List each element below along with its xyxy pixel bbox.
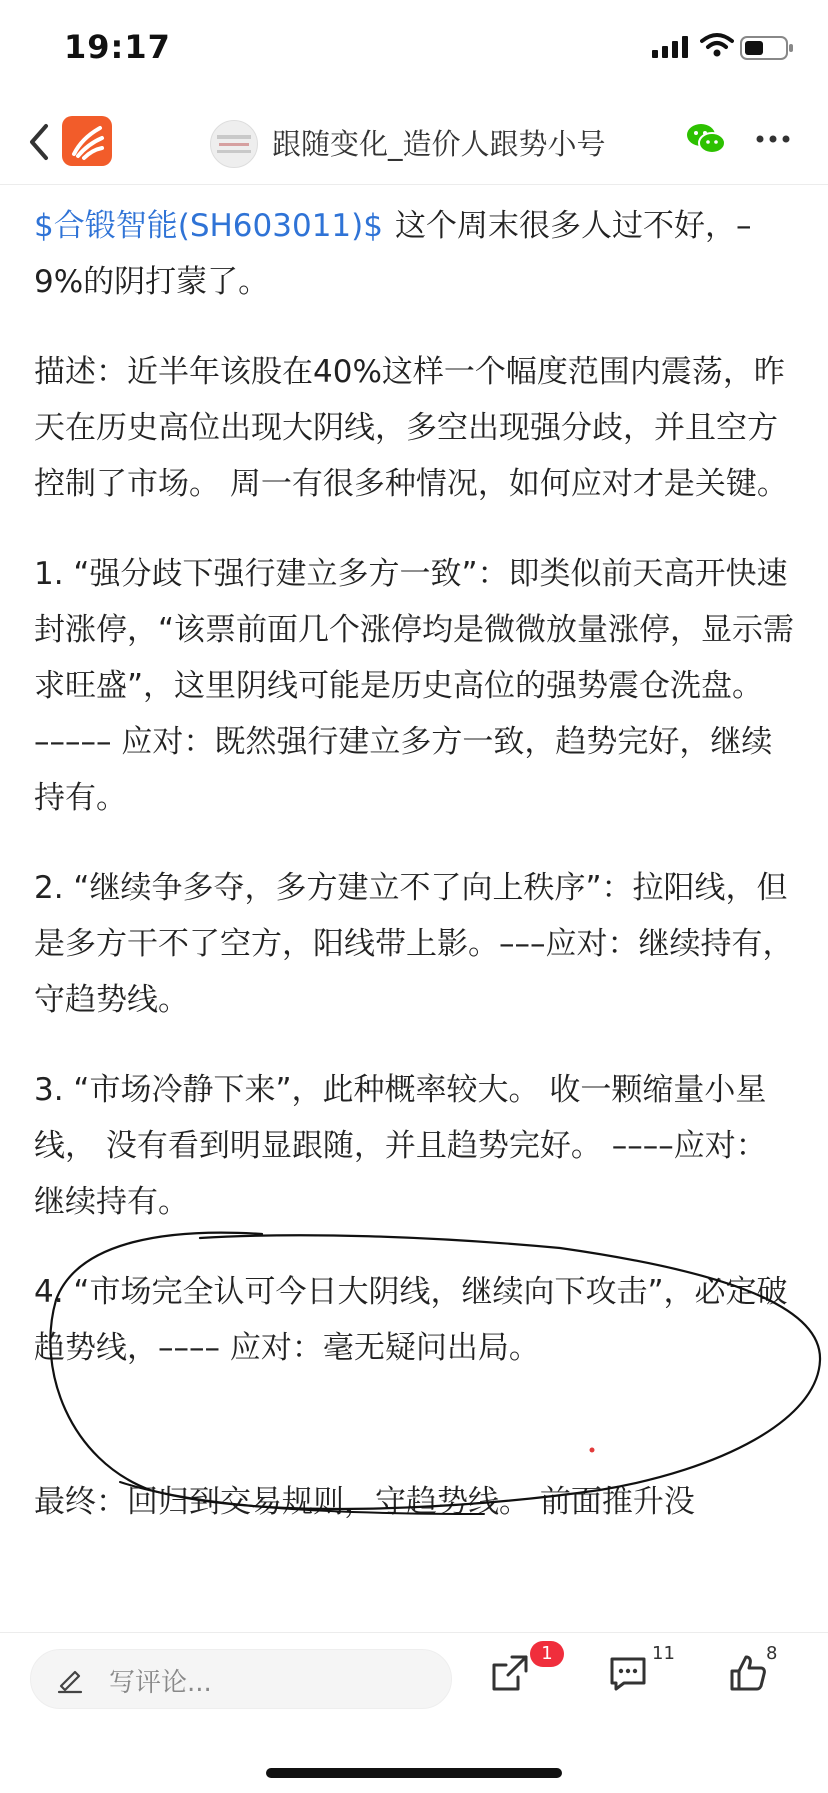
comment-icon[interactable]	[608, 1655, 648, 1693]
post-paragraph-1: 1. “强分歧下强行建立多方一致”：即类似前天高开快速封涨停，“该票前面几个涨停均是微微放量涨停，显示需求旺盛”，这里阴线可能是历史高位的强势震仓洗盘。 ––––– 应对：既然强行建立多方一致，趋势完好，继续持有。	[34, 556, 795, 816]
like-count: 8	[766, 1643, 778, 1664]
post-paragraph-final: 最终：回归到交易规则，守趋势线。 前面推升没	[34, 1484, 695, 1520]
share-badge: 1	[530, 1641, 564, 1667]
post-paragraph-description: 描述：近半年该股在40%这样一个幅度范围内震荡，昨天在历史高位出现大阴线，多空出现强分歧，并且空方控制了市场。 周一有很多种情况，如何应对才是关键。	[34, 354, 788, 502]
comment-count: 11	[652, 1643, 675, 1664]
post-paragraph-2: 2. “继续争多夺，多方建立不了向上秩序”：拉阳线，但是多方干不了空方，阳线带上影。–––应对：继续持有，守趋势线。	[34, 870, 794, 1018]
author-name[interactable]: 跟随变化_造价人跟势小号	[272, 127, 606, 161]
status-time: 19:17	[64, 28, 171, 66]
comment-placeholder: 写评论...	[109, 1668, 212, 1698]
pencil-icon	[55, 1664, 85, 1694]
post-paragraph-3: 3. “市场冷静下来”，此种概率较大。 收一颗缩量小星线， 没有看到明显跟随，并且趋势完好。 ––––应对：继续持有。	[34, 1072, 767, 1220]
stock-tag-link[interactable]: $合锻智能(SH603011)$	[34, 208, 383, 244]
share-icon[interactable]	[490, 1653, 530, 1693]
home-indicator[interactable]	[266, 1768, 562, 1778]
post-intro-text: 这个周末很多人过不好，–9%的阴打蒙了。	[34, 208, 752, 300]
like-icon[interactable]	[728, 1653, 768, 1693]
comment-input[interactable]	[30, 1649, 452, 1709]
post-paragraph-4: 4. “市场完全认可今日大阴线，继续向下攻击”，必定破趋势线，–––– 应对：毫无疑问出局。	[34, 1274, 788, 1366]
